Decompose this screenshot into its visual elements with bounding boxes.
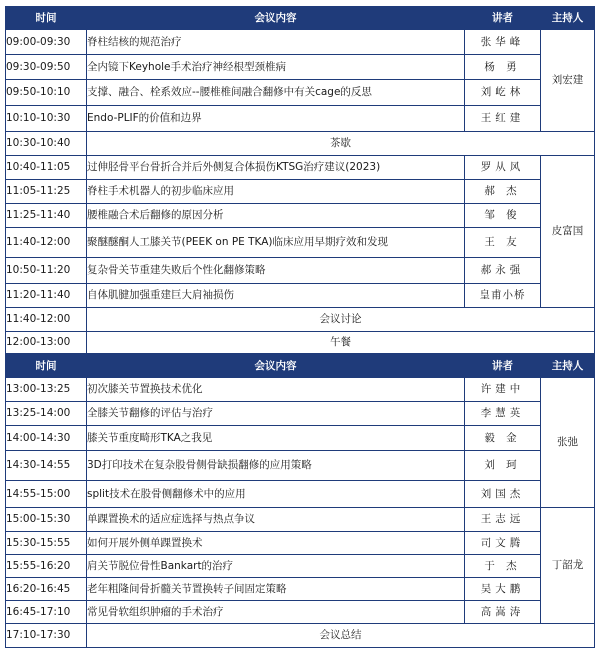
table-row [6, 578, 595, 601]
break-row [6, 132, 595, 156]
table-header-row [6, 7, 595, 30]
row-topic: 3D打印技术在复杂股骨侧骨缺损翻修的应用策略 [87, 451, 465, 481]
host-cell: 刘宏建 [541, 30, 595, 132]
row-time: 14:55-15:00 [6, 481, 87, 508]
row-speaker: 刘国杰 [465, 481, 541, 508]
table-row [6, 204, 595, 228]
row-time: 11:25-11:40 [6, 204, 87, 228]
row-time: 15:55-16:20 [6, 555, 87, 578]
row-time: 11:20-11:40 [6, 284, 87, 308]
row-time: 10:30-10:40 [6, 132, 87, 156]
row-topic: 膝关节重度畸形TKA之我见 [87, 426, 465, 451]
row-topic: 复杂骨关节重建失败后个性化翻修策略 [87, 258, 465, 284]
row-time: 13:25-14:00 [6, 402, 87, 426]
row-speaker: 刘 珂 [465, 451, 541, 481]
row-speaker: 吴大鹏 [465, 578, 541, 601]
row-time: 11:05-11:25 [6, 180, 87, 204]
row-time: 16:45-17:10 [6, 601, 87, 624]
table-row [6, 180, 595, 204]
host-cell: 丁韶龙 [541, 508, 595, 624]
row-speaker: 毅 金 [465, 426, 541, 451]
row-topic: 老年粗隆间骨折髓关节置换转子间固定策略 [87, 578, 465, 601]
table-header-row [6, 355, 595, 378]
host-cell: 张弛 [541, 378, 595, 508]
row-topic: Endo-PLIF的价值和边界 [87, 106, 465, 132]
row-speaker: 王红建 [465, 106, 541, 132]
header-time: 时间 [6, 355, 87, 378]
row-topic: 肩关节脱位骨性Bankart的治疗 [87, 555, 465, 578]
row-topic: 全内镜下Keyhole手术治疗神经根型颈椎病 [87, 55, 465, 80]
header-speaker: 讲者 [465, 355, 541, 378]
row-time: 10:40-11:05 [6, 156, 87, 180]
row-speaker: 张华峰 [465, 30, 541, 55]
row-speaker: 杨 勇 [465, 55, 541, 80]
table-row [6, 30, 595, 55]
summary-row [6, 624, 595, 648]
row-time: 11:40-12:00 [6, 308, 87, 332]
row-topic: 自体肌腱加强重建巨大肩袖损伤 [87, 284, 465, 308]
table-row [6, 426, 595, 451]
row-topic: 过伸胫骨平台骨折合并后外侧复合体损伤KTSG治疗建议(2023) [87, 156, 465, 180]
row-speaker: 司文腾 [465, 532, 541, 555]
row-speaker: 刘屹林 [465, 80, 541, 106]
row-time: 09:30-09:50 [6, 55, 87, 80]
row-topic: 常见骨软组织肿瘤的手术治疗 [87, 601, 465, 624]
header-time: 时间 [6, 7, 87, 30]
row-time: 15:00-15:30 [6, 508, 87, 532]
row-topic: 单踝置换术的适应症选择与热点争议 [87, 508, 465, 532]
table-row [6, 228, 595, 258]
header-host: 主持人 [541, 7, 595, 30]
row-time: 14:30-14:55 [6, 451, 87, 481]
table-row [6, 601, 595, 624]
lunch-row [6, 332, 595, 354]
row-speaker: 王 友 [465, 228, 541, 258]
header-speaker: 讲者 [465, 7, 541, 30]
table-row [6, 555, 595, 578]
row-topic: 支撑、融合、栓系效应--腰椎椎间融合翻修中有关cage的反思 [87, 80, 465, 106]
row-time: 14:00-14:30 [6, 426, 87, 451]
table-row [6, 258, 595, 284]
break-label: 茶歇 [87, 132, 595, 156]
row-speaker: 郝 杰 [465, 180, 541, 204]
row-time: 13:00-13:25 [6, 378, 87, 402]
table-row [6, 378, 595, 402]
row-time: 16:20-16:45 [6, 578, 87, 601]
header-content: 会议内容 [87, 355, 465, 378]
row-time: 09:00-09:30 [6, 30, 87, 55]
header-content: 会议内容 [87, 7, 465, 30]
row-topic: 全膝关节翻修的评估与治疗 [87, 402, 465, 426]
row-time: 17:10-17:30 [6, 624, 87, 648]
lunch-label: 午餐 [87, 332, 595, 354]
row-topic: 腰椎融合术后翻修的原因分析 [87, 204, 465, 228]
morning-schedule-table [5, 6, 595, 354]
row-speaker: 许建中 [465, 378, 541, 402]
table-row [6, 80, 595, 106]
table-row [6, 402, 595, 426]
table-row [6, 55, 595, 80]
table-row [6, 508, 595, 532]
row-time: 15:30-15:55 [6, 532, 87, 555]
row-speaker: 王志远 [465, 508, 541, 532]
discussion-row [6, 308, 595, 332]
row-speaker: 皇甫小桥 [465, 284, 541, 308]
row-topic: 脊柱手术机器人的初步临床应用 [87, 180, 465, 204]
row-time: 11:40-12:00 [6, 228, 87, 258]
row-speaker: 高嵩涛 [465, 601, 541, 624]
row-speaker: 邹 俊 [465, 204, 541, 228]
header-host: 主持人 [541, 355, 595, 378]
row-topic: 脊柱结核的规范治疗 [87, 30, 465, 55]
row-topic: 初次膝关节置换技术优化 [87, 378, 465, 402]
table-row [6, 451, 595, 481]
row-time: 10:50-11:20 [6, 258, 87, 284]
table-row [6, 481, 595, 508]
table-row [6, 284, 595, 308]
summary-label: 会议总结 [87, 624, 595, 648]
afternoon-schedule-table [5, 354, 595, 648]
table-row [6, 156, 595, 180]
row-speaker: 于 杰 [465, 555, 541, 578]
row-time: 09:50-10:10 [6, 80, 87, 106]
row-time: 10:10-10:30 [6, 106, 87, 132]
row-topic: 聚醚醚酮人工膝关节(PEEK on PE TKA)临床应用早期疗效和发现 [87, 228, 465, 258]
discussion-label: 会议讨论 [87, 308, 595, 332]
row-speaker: 郝永强 [465, 258, 541, 284]
host-cell: 皮富国 [541, 156, 595, 308]
table-row [6, 106, 595, 132]
row-speaker: 罗从风 [465, 156, 541, 180]
row-topic: split技术在股骨侧翻修术中的应用 [87, 481, 465, 508]
row-speaker: 李慧英 [465, 402, 541, 426]
row-time: 12:00-13:00 [6, 332, 87, 354]
table-row [6, 532, 595, 555]
row-topic: 如何开展外侧单踝置换术 [87, 532, 465, 555]
